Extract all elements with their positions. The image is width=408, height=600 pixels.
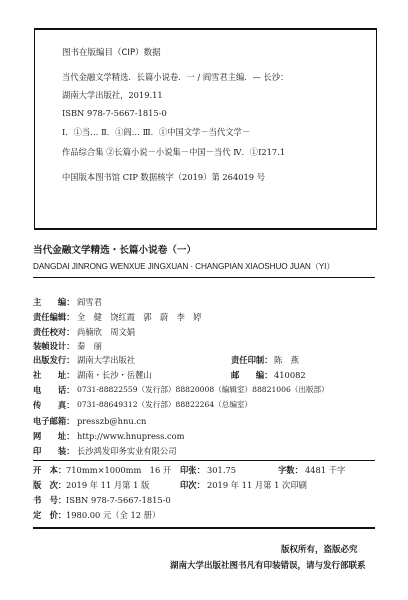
printer-value: 长沙鸿发印务实业有限公司	[77, 446, 177, 456]
website-label: 网 址：	[33, 431, 75, 441]
cip-record-line2: 湖南大学出版社，2019.11	[62, 90, 163, 100]
editor-value: 阎雪君	[77, 297, 102, 307]
cip-isbn: ISBN 978-7-5667-1815-0	[62, 108, 167, 118]
address-value: 湖南・长沙・岳麓山	[77, 370, 152, 380]
bottom-rule	[33, 527, 375, 529]
fax-value: 0731-88649312（发行部）88822264（总编室）	[77, 400, 253, 409]
price-label: 定 价：	[33, 510, 67, 520]
print-resp-value: 陈 燕	[274, 355, 299, 365]
edition-label: 版 次：	[33, 480, 67, 490]
resp-editor-value: 全 健 饶红霞 郭 蔚 李 婷	[77, 312, 202, 322]
cip-subject-line1: Ⅰ．①当… Ⅱ．①阎… Ⅲ．①中国文学－当代文学－	[62, 127, 251, 137]
address-label: 社 址：	[33, 370, 75, 380]
words-value: 4481 千字	[305, 465, 346, 475]
cip-subject-line2: 作品综合集 ②长篇小说－小说集－中国－当代 Ⅳ．①I217.1	[62, 147, 286, 157]
editor-label: 主 编：	[33, 297, 75, 307]
price-value: 1980.00 元（全 12 册）	[66, 510, 161, 520]
proofreader-value: 尚楠欣 周文娟	[77, 327, 136, 337]
sheets-value: 301.75	[207, 465, 237, 475]
resp-editor-label: 责任编辑：	[33, 312, 75, 322]
isbn-value: ISBN 978-7-5667-1815-0	[66, 495, 171, 505]
cip-heading: 图书在版编目（CIP）数据	[62, 48, 161, 58]
isbn-label: 书 号：	[33, 495, 67, 505]
publisher-label: 出版发行：	[33, 355, 75, 365]
format-value: 710mm×1000mm 16 开	[66, 465, 172, 475]
cip-top-rule	[34, 28, 377, 30]
rights-notice: 版权所有，盗版必究	[281, 545, 358, 555]
publisher-value: 湖南大学出版社	[77, 355, 136, 365]
printing-value: 2019 年 11 月第 1 次印刷	[207, 480, 307, 490]
designer-label: 装帧设计：	[33, 341, 75, 351]
designer-value: 秦 丽	[77, 341, 102, 351]
zip-value: 410082	[274, 370, 306, 380]
edition-value: 2019 年 11 月第 1 版	[66, 480, 150, 490]
website-value: http://www.hnupress.com	[77, 431, 185, 441]
printer-label: 印 装：	[33, 446, 75, 456]
cip-record-line1: 当代金融文学精选．长篇小说卷．一 / 阎雪君主编．— 长沙：	[62, 72, 289, 82]
phone-value: 0731-88822559（发行部）88820008（编辑室）88821006（出版部）	[77, 385, 329, 394]
phone-label: 电 话：	[33, 385, 75, 395]
email-value: presszb@hnu.cn	[77, 416, 147, 426]
proofreader-label: 责任校对：	[33, 327, 75, 337]
book-title-pinyin: DANGDAI JINRONG WENXUE JINGXUAN · CHANGPIAN XIAOSHUO JUAN（YI）	[33, 262, 335, 271]
sheets-label: 印张：	[180, 465, 205, 475]
cip-number: 中国版本图书馆 CIP 数据核字（2019）第 264019 号	[62, 172, 265, 182]
cip-bottom-rule	[34, 228, 377, 230]
words-label: 字数：	[278, 465, 303, 475]
misprint-notice: 湖南大学出版社图书凡有印装错误，请与发行部联系	[170, 561, 366, 571]
format-label: 开 本：	[33, 465, 67, 475]
title-rule	[33, 277, 375, 278]
printing-label: 印次：	[180, 480, 205, 490]
email-label: 电子邮箱：	[33, 416, 75, 426]
book-title: 当代金融文学精选・长篇小说卷（一）	[33, 245, 197, 256]
zip-label: 邮 编：	[231, 370, 273, 380]
fax-label: 传 真：	[33, 400, 75, 410]
credits-rule	[33, 460, 375, 461]
print-resp-label: 责任印制：	[231, 355, 273, 365]
